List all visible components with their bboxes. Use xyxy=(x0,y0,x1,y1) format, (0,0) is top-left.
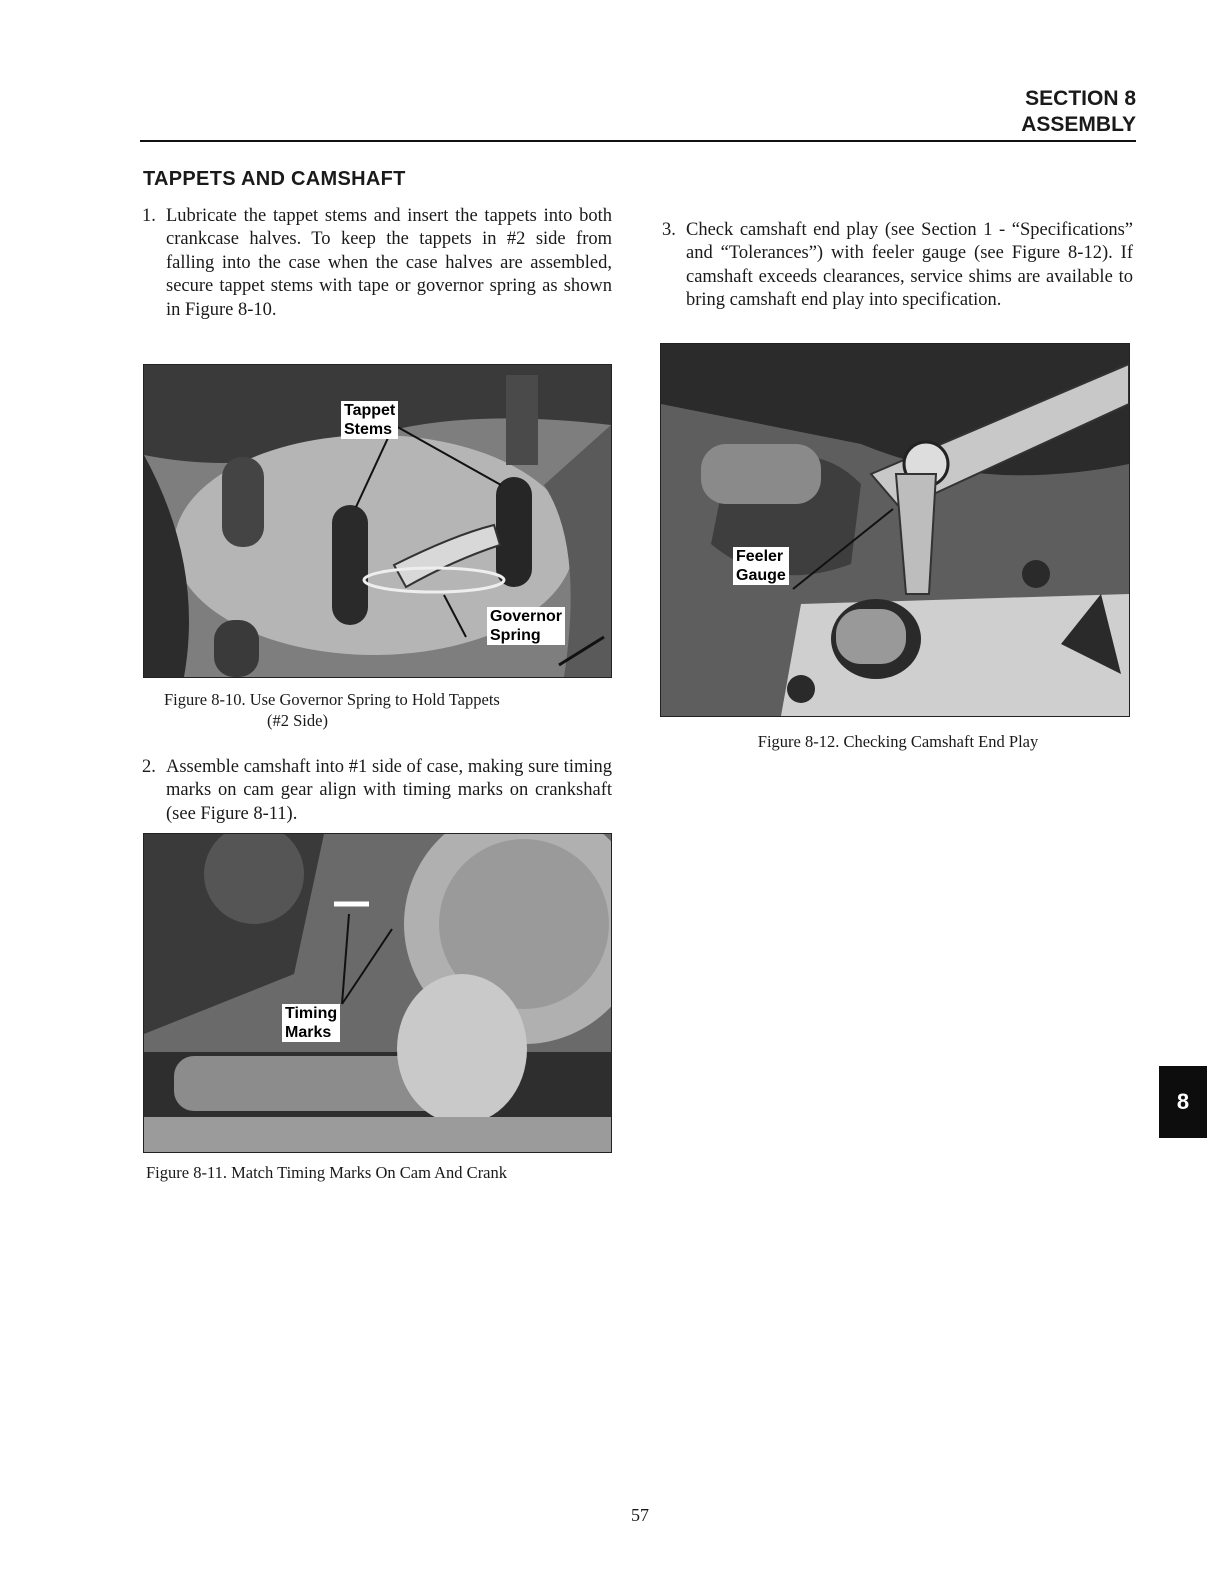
page-number: 57 xyxy=(631,1505,649,1525)
step-text: Assemble camshaft into #1 side of case, making sure timing marks on cam gear align with timing marks on crankshaft (see Figure 8-11). xyxy=(166,757,612,824)
figure-8-12-photo xyxy=(660,343,1130,717)
header-rule xyxy=(140,140,1136,142)
section-title: ASSEMBLY xyxy=(1021,113,1136,136)
figure-8-10-photo xyxy=(143,364,612,678)
callout-tappet-stems: Tappet Stems xyxy=(341,401,398,439)
step-number: 1. xyxy=(142,206,156,226)
step-number: 3. xyxy=(662,220,676,240)
figure-8-10-caption: Figure 8-10. Use Governor Spring to Hold Tappets (#2 Side) xyxy=(164,690,500,730)
step-2 xyxy=(142,756,612,826)
section-number: SECTION 8 xyxy=(1025,87,1136,110)
section-tab: 8 xyxy=(1159,1066,1207,1138)
figure-8-11-caption: Figure 8-11. Match Timing Marks On Cam And Crank xyxy=(146,1163,508,1182)
step-text: Lubricate the tappet stems and insert the tappets into both crankcase halves. To keep the tappets in #2 side from falling into the case when the case halves are assembled, secure tappet stems with tape or governor spring as shown in Figure 8-10. xyxy=(166,206,612,320)
figure-8-12-caption: Figure 8-12. Checking Camshaft End Play xyxy=(757,732,1039,751)
callout-feeler-gauge: Feeler Gauge xyxy=(733,547,789,585)
callout-timing-marks: Timing Marks xyxy=(282,1004,340,1042)
step-text: Check camshaft end play (see Section 1 - “Specifications” and “Tolerances”) with feeler gauge (see Figure 8-12). If camshaft exceeds clearances, service shims are available to bring camshaft end play into specification. xyxy=(686,220,1133,311)
step-number: 2. xyxy=(142,757,156,777)
page-heading: TAPPETS AND CAMSHAFT xyxy=(143,168,406,190)
section-header xyxy=(1021,86,1136,138)
figure-8-11-photo xyxy=(143,833,612,1153)
step-3 xyxy=(662,219,1133,313)
step-1 xyxy=(142,205,612,322)
callout-governor-spring: Governor Spring xyxy=(487,607,565,645)
